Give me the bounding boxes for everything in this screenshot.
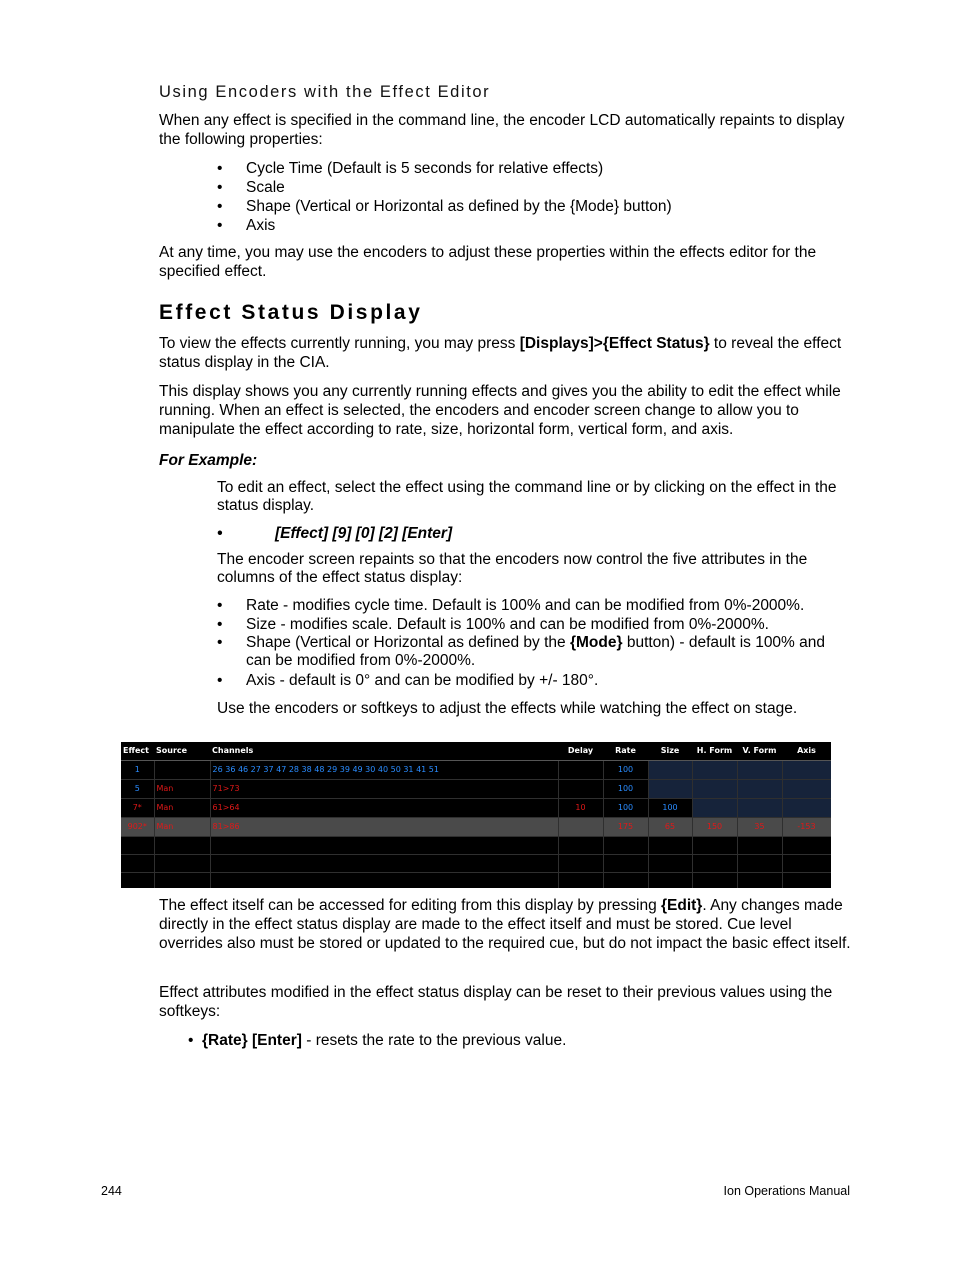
properties-list <box>217 159 853 235</box>
edit-text: The effect itself can be accessed for editing from this display by pressing <box>159 897 661 914</box>
example-command: • [Effect] [9] [0] [2] [Enter] <box>217 524 853 543</box>
list-item: • Rate - modifies cycle time. Default is 100% and can be modified from 0%-2000%. <box>217 596 853 615</box>
channels-cell: 81>86 <box>210 818 558 837</box>
repaint-paragraph: The encoder screen repaints so that the encoders now control the five attributes in the columns of the effect status display: <box>217 551 808 586</box>
reset-list <box>188 1031 848 1050</box>
list-item: • Size - modifies scale. Default is 100% and can be modified from 0%-2000%. <box>217 615 853 634</box>
axis-cell <box>782 799 831 818</box>
size-cell: 100 <box>648 799 692 818</box>
source-cell: Man <box>154 799 210 818</box>
channels-cell: 71>73 <box>210 780 558 799</box>
list-item <box>188 1031 848 1050</box>
effect-status-table <box>121 742 831 888</box>
effect-cell: 5 <box>121 780 154 799</box>
axis-cell <box>782 780 831 799</box>
hform-cell <box>692 761 737 780</box>
table-header-row <box>121 742 831 761</box>
header-delay[interactable]: Delay <box>558 742 603 761</box>
edit-paragraph <box>159 896 853 953</box>
channels-cell: 26 36 46 27 37 47 28 38 48 29 39 49 30 40 50 31 41 51 <box>210 761 558 780</box>
intro-paragraph: When any effect is specified in the command line, the encoder LCD automatically repaints to display the following properties: <box>159 112 845 148</box>
hform-cell <box>692 780 737 799</box>
size-cell <box>648 780 692 799</box>
example-intro: To edit an effect, select the effect using the command line or by clicking on the effect in the status display. <box>217 479 837 514</box>
list-item: • Axis - default is 0° and can be modified by +/- 180°. <box>217 671 853 690</box>
shape-text-end: button) - default is 100% and can be modified from 0%-2000%. <box>246 634 826 669</box>
header-size[interactable]: Size <box>648 742 692 761</box>
softkeys-paragraph: Use the encoders or softkeys to adjust the effects while watching the effect on stage. <box>217 700 798 717</box>
delay-cell <box>558 818 603 837</box>
table-row-selected[interactable] <box>121 818 831 837</box>
rate-cell: 100 <box>603 761 648 780</box>
example-label: For Example: <box>159 452 258 469</box>
source-cell: Man <box>154 818 210 837</box>
header-hform[interactable]: H. Form <box>692 742 737 761</box>
size-cell <box>648 761 692 780</box>
chapter-heading: Effect Status Display <box>159 301 423 324</box>
table-row[interactable] <box>121 780 831 799</box>
mode-key: {Mode} <box>569 634 623 651</box>
manual-title: Ion Operations Manual <box>723 1184 850 1198</box>
header-effect[interactable]: Effect <box>121 742 154 761</box>
list-item: • Scale <box>217 178 853 197</box>
table-row[interactable] <box>121 799 831 818</box>
hform-cell: 150 <box>692 818 737 837</box>
delay-cell <box>558 780 603 799</box>
empty-row[interactable] <box>121 855 831 873</box>
edit-key: {Edit} <box>661 897 703 914</box>
vform-cell: 35 <box>737 818 782 837</box>
header-rate[interactable]: Rate <box>603 742 648 761</box>
header-axis[interactable]: Axis <box>782 742 831 761</box>
effect-cell: 902* <box>121 818 154 837</box>
rate-enter-key: {Rate} [Enter] <box>202 1032 302 1049</box>
shape-text: Shape (Vertical or Horizontal as defined by the <box>246 634 570 651</box>
delay-cell <box>558 761 603 780</box>
page-number: 244 <box>101 1184 122 1198</box>
attributes-list <box>217 596 853 690</box>
delay-cell: 10 <box>558 799 603 818</box>
rate-cell: 100 <box>603 780 648 799</box>
axis-cell: -153 <box>782 818 831 837</box>
source-cell <box>154 761 210 780</box>
display-paragraph: This display shows you any currently running effects and gives you the ability to edit the effect while running. When an effect is selected, the encoders and encoder screen change to allow you to manipulate the effect according to rate, size, horizontal form, vertical form, and axis. <box>159 383 841 438</box>
view-text: To view the effects currently running, you may press <box>159 335 520 352</box>
section-heading: Using Encoders with the Effect Editor <box>159 83 491 101</box>
header-channels[interactable]: Channels <box>210 742 558 761</box>
adjust-paragraph: At any time, you may use the encoders to adjust these properties within the effects editor for the specified effect. <box>159 244 817 280</box>
empty-row[interactable] <box>121 837 831 855</box>
vform-cell <box>737 780 782 799</box>
vform-cell <box>737 761 782 780</box>
list-item <box>217 634 853 670</box>
list-item: • Cycle Time (Default is 5 seconds for relative effects) <box>217 159 853 178</box>
view-text-end: to reveal the effect status display in the CIA. <box>159 335 842 371</box>
rate-cell: 100 <box>603 799 648 818</box>
size-cell: 65 <box>648 818 692 837</box>
example-command-list <box>217 524 853 543</box>
effect-status-display <box>121 742 831 888</box>
table-row[interactable] <box>121 761 831 780</box>
view-paragraph <box>159 334 853 372</box>
list-item: • Shape (Vertical or Horizontal as defined by the {Mode} button) <box>217 197 853 216</box>
displays-key: [Displays]>{Effect Status} <box>519 335 710 352</box>
effect-cell: 1 <box>121 761 154 780</box>
reset-text: - resets the rate to the previous value. <box>301 1032 567 1049</box>
list-item: • Axis <box>217 216 853 235</box>
hform-cell <box>692 799 737 818</box>
channels-cell: 61>64 <box>210 799 558 818</box>
rate-cell: 175 <box>603 818 648 837</box>
reset-paragraph: Effect attributes modified in the effect status display can be reset to their previous values using the softkeys: <box>159 984 833 1020</box>
header-source[interactable]: Source <box>154 742 210 761</box>
vform-cell <box>737 799 782 818</box>
axis-cell <box>782 761 831 780</box>
effect-cell: 7* <box>121 799 154 818</box>
empty-row[interactable] <box>121 873 831 889</box>
edit-text-end: . Any changes made directly in the effect status display are made to the effect itself and must be stored. Cue level overrides also must be stored or updated to the required cue, but do not impact the basic effect itself. <box>159 897 851 952</box>
header-vform[interactable]: V. Form <box>737 742 782 761</box>
source-cell: Man <box>154 780 210 799</box>
